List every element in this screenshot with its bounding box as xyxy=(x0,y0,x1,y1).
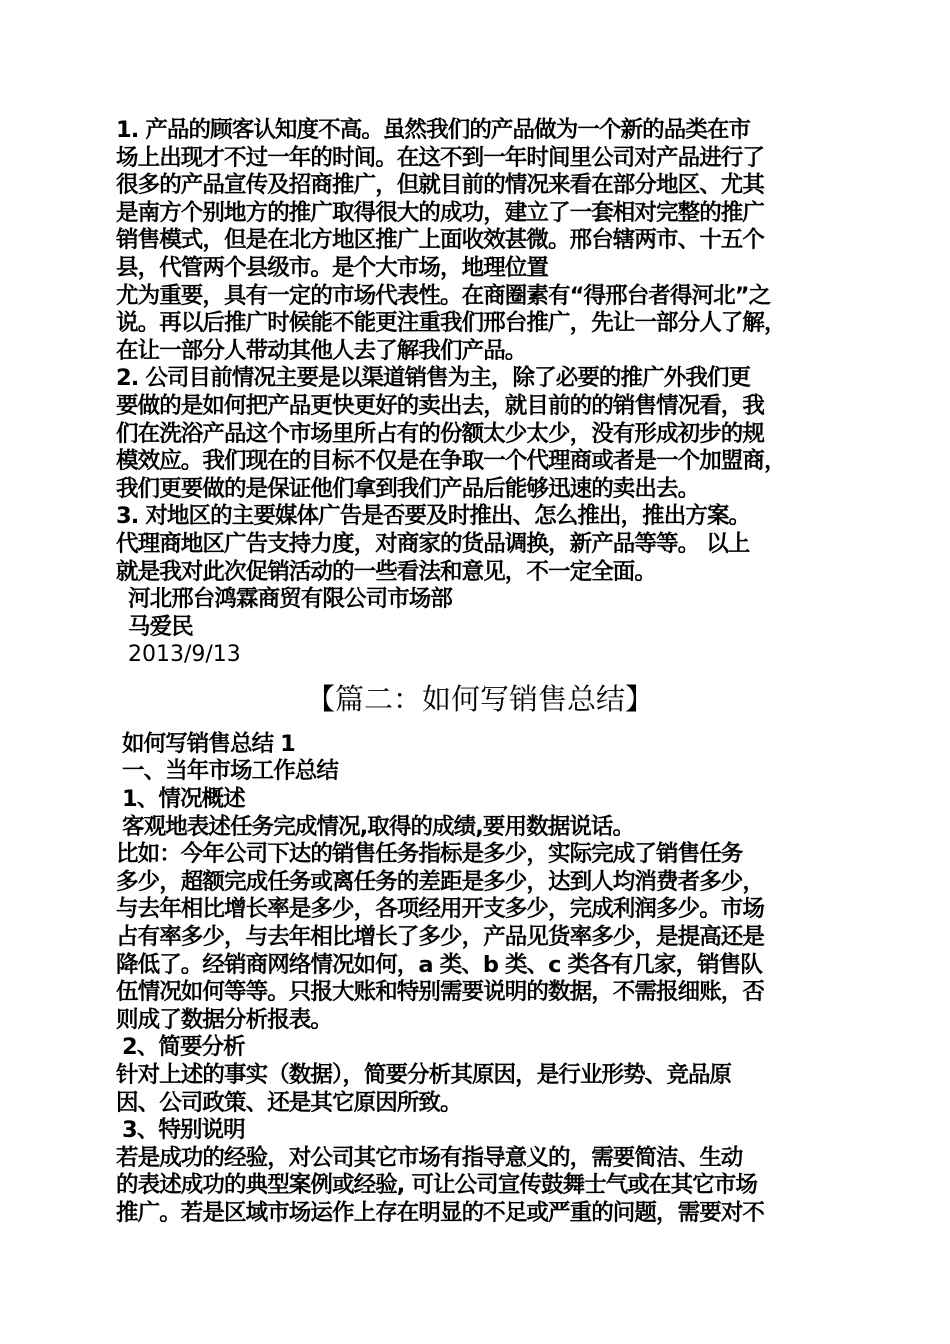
text-line: 1. 产品的顾客认知度不高。虽然我们的产品做为一个新的品类在市 xyxy=(116,117,751,143)
text-line: 模效应。我们现在的目标不仅是在争取一个代理商或者是一个加盟商， xyxy=(116,448,786,475)
paragraph-1 xyxy=(116,117,844,365)
heading-market-summary: 一、当年市场工作总结 xyxy=(122,758,339,785)
text-line: 比如：今年公司下达的销售任务指标是多少，实际完成了销售任务 xyxy=(116,841,743,868)
author-signature: 马爱民 xyxy=(128,613,193,640)
text-line: 伍情况如何等等。只报大账和特别需要说明的数据，不需报细账，否 xyxy=(116,979,765,1006)
text-line: 就是我对此次促销活动的一些看法和意见，不一定全面。 xyxy=(116,558,657,585)
heading-brief-analysis: 2、简要分析 xyxy=(122,1034,245,1061)
heading-overview: 1、情况概述 xyxy=(122,786,245,813)
paragraph-overview-intro xyxy=(116,814,844,842)
text-line: 在让一部分人带动其他人去了解我们产品。 xyxy=(116,337,527,364)
text-line: 们在洗浴产品这个市场里所占有的份额太少太少，没有形成初步的规 xyxy=(116,420,765,447)
text-line: 说。再以后推广时候能不能更注重我们邢台推广，先让一部分人了解， xyxy=(116,310,786,337)
document-content xyxy=(116,117,844,1228)
text-line: 则成了数据分析报表。 xyxy=(116,1006,333,1033)
text-line: 降低了。经销商网络情况如何，a 类、b 类、c 类各有几家，销售队 xyxy=(116,951,762,978)
text-line: 场上出现才不过一年的时间。在这不到一年时间里公司对产品进行了 xyxy=(116,144,765,171)
text-line: 若是成功的经验，对公司其它市场有指导意义的，需要简洁、生动 xyxy=(116,1144,743,1171)
text-line: 占有率多少，与去年相比增长了多少，产品见货率多少，是提高还是 xyxy=(116,924,765,951)
text-line: 的表述成功的典型案例或经验, 可让公司宣传鼓舞士气或在其它市场 xyxy=(116,1172,757,1199)
article-subtitle: 如何写销售总结 1 xyxy=(122,730,295,757)
signature-date: 2013/9/13 xyxy=(128,642,241,668)
text-line: 要做的是如何把产品更快更好的卖出去，就目前的的销售情况看，我 xyxy=(116,392,765,419)
text-line: 因、公司政策、还是其它原因所致。 xyxy=(116,1089,462,1116)
section-title: 【篇二：如何写销售总结】 xyxy=(305,681,654,716)
heading-special-note: 3、特别说明 xyxy=(122,1117,245,1144)
text-line: 代理商地区广告支持力度，对商家的货品调换，新产品等等。 以上 xyxy=(116,530,750,557)
text-line: 县，代管两个县级市。是个大市场，地理位置 xyxy=(116,254,549,281)
text-line: 2. 公司目前情况主要是以渠道销售为主，除了必要的推广外我们更 xyxy=(116,365,751,392)
text-line: 多少，超额完成任务或离任务的差距是多少，达到人均消费者多少， xyxy=(116,868,765,895)
text-line: 客观地表述任务完成情况,取得的成绩,要用数据说话。 xyxy=(122,813,635,840)
paragraph-special-note xyxy=(116,1145,844,1228)
paragraph-3 xyxy=(116,503,844,586)
text-line: 与去年相比增长率是多少，各项经用开支多少，完成利润多少。市场 xyxy=(116,896,765,923)
paragraph-2 xyxy=(116,365,844,503)
company-signature: 河北邢台鸿霖商贸有限公司市场部 xyxy=(128,586,453,613)
text-line: 推广。若是区域市场运作上存在明显的不足或严重的问题，需要对不 xyxy=(116,1199,765,1226)
paragraph-brief-analysis xyxy=(116,1062,844,1117)
text-line: 我们更要做的是保证他们拿到我们产品后能够迅速的卖出去。 xyxy=(116,475,700,502)
text-line: 很多的产品宣传及招商推广，但就目前的情况来看在部分地区、尤其 xyxy=(116,172,765,199)
paragraph-overview-example xyxy=(116,841,844,1034)
text-line: 销售模式，但是在北方地区推广上面收效甚微。邢台辖两市、十五个 xyxy=(116,227,765,254)
text-line: 针对上述的事实（数据），简要分析其原因，是行业形势、竞品原 xyxy=(116,1062,732,1088)
text-line: 3. 对地区的主要媒体广告是否要及时推出、怎么推出，推出方案。 xyxy=(116,503,751,530)
text-line: 是南方个别地方的推广取得很大的成功，建立了一套相对完整的推广 xyxy=(116,199,765,226)
text-line: 尤为重要，具有一定的市场代表性。在商圈素有“得邢台者得河北”之 xyxy=(116,282,771,309)
